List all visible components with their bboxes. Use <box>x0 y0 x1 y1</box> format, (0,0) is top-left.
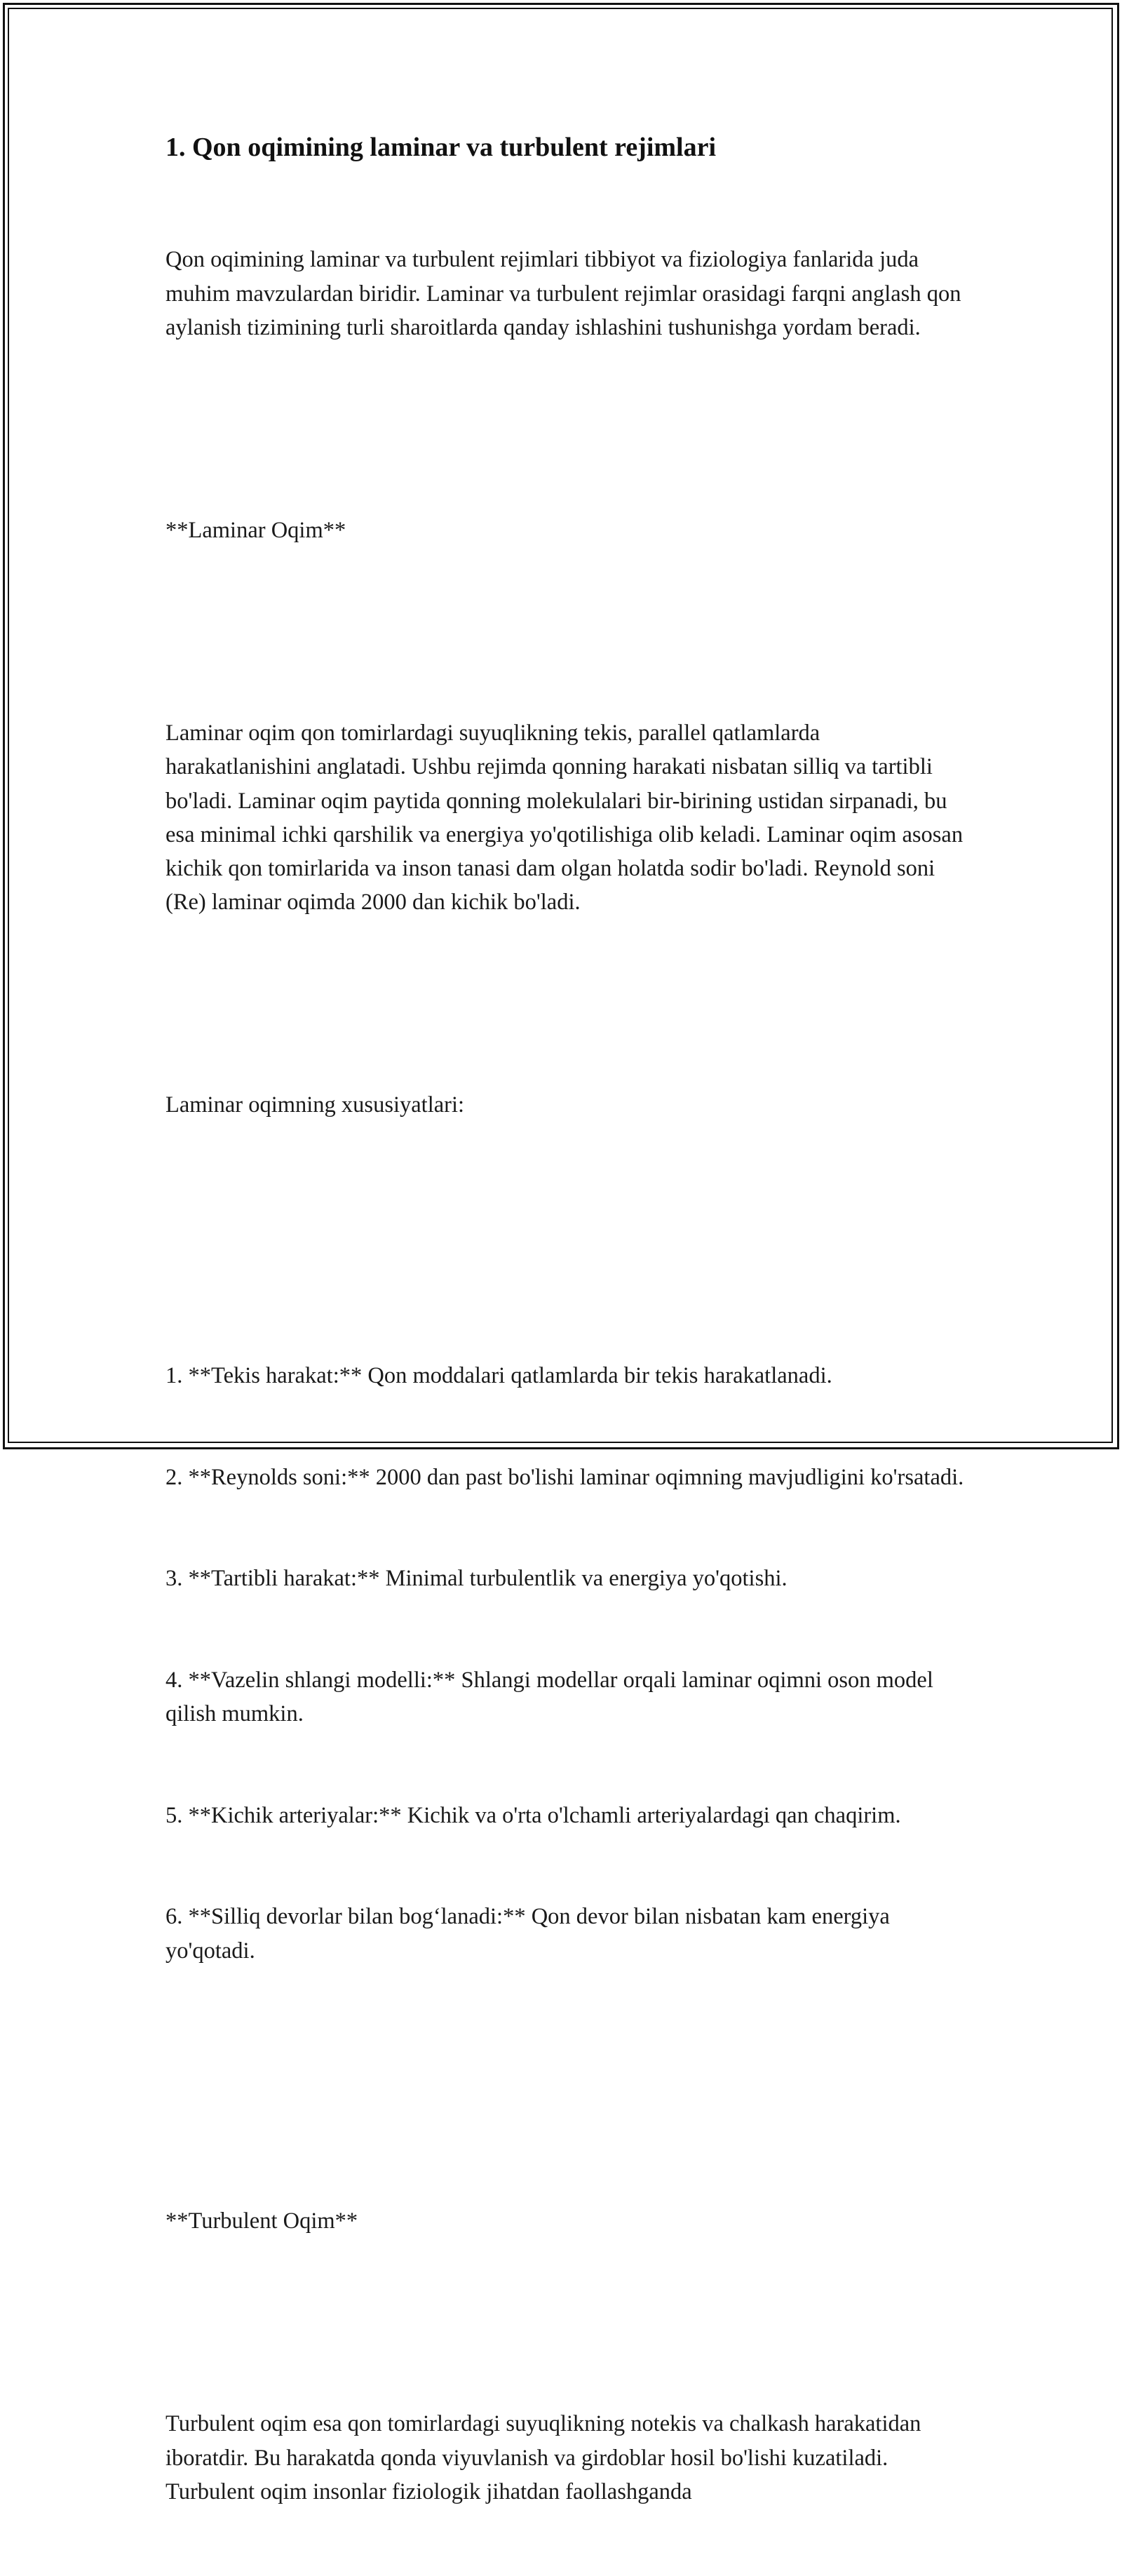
list-item: 6. **Silliq devorlar bilan bog‘lanadi:** Qon devor bilan nisbatan kam energiya yo'qotadi. <box>165 1904 895 1964</box>
spacer <box>165 2306 965 2340</box>
text-block <box>165 175 969 2576</box>
laminar-section-title: **Laminar Oqim** <box>165 518 346 544</box>
features-list <box>165 1292 965 2035</box>
spacer <box>165 1190 965 1223</box>
turbulent-section-title: **Turbulent Oqim** <box>165 2208 358 2234</box>
list-item: 2. **Reynolds soni:** 2000 dan past bo'lishi laminar oqimning mavjudligini ko'rsatadi. <box>165 1464 964 1490</box>
list-item: 4. **Vazelin shlangi modelli:** Shlangi modellar orqali laminar oqimni oson model qilish mumkin. <box>165 1667 940 1727</box>
spacer <box>165 2103 965 2137</box>
laminar-paragraph: Laminar oqim qon tomirlardagi suyuqlikning tekis, parallel qatlamlarda harakatlanishini anglatadi. Ushbu rejimda qonning harakati nisbatan silliq va tartibli bo'ladi. Laminar oqim paytida qonning molekulalari bir-birining ustidan sirpanadi, bu esa minimal ichki qarshilik va energiya yo'qotilishiga olib keladi. Laminar oqim asosan kichik qon tomirlarida va inson tanasi dam olgan holatda sodir bo'ladi. Reynold soni (Re) laminar oqimda 2000 dan kichik bo'ladi. <box>165 720 969 915</box>
spacer <box>165 987 965 1021</box>
list-item: 3. **Tartibli harakat:** Minimal turbulentlik va energiya yo'qotishi. <box>165 1566 788 1592</box>
spacer <box>165 412 965 445</box>
list-item: 1. **Tekis harakat:** Qon moddalari qatlamlarda bir tekis harakatlanadi. <box>165 1363 832 1389</box>
intro-paragraph: Qon oqimining laminar va turbulent rejimlari tibbiyot va fiziologiya fanlarida juda muhim mavzulardan biridir. Laminar va turbulent rejimlar orasidagi farqni anglash qon aylanish tizimining turli sharoitlarda qanday ishlashini tushunishga yordam beradi. <box>165 247 967 340</box>
spacer <box>165 615 965 649</box>
turbulent-paragraph: Turbulent oqim esa qon tomirlardagi suyuqlikning notekis va chalkash harakatidan iboratdir. Bu harakatda qonda viyuvlanish va girdoblar hosil bo'lishi kuzatiladi. Turbulent oqim insonlar fiziologik jihatdan faollashganda <box>165 2411 927 2504</box>
document-heading: 1. Qon oqimining laminar va turbulent rejimlari <box>165 133 717 162</box>
features-title: Laminar oqimning xususiyatlari: <box>165 1092 465 1118</box>
document-body <box>165 130 969 2576</box>
list-item: 5. **Kichik arteriyalar:** Kichik va o'rta o'lchamli arteriyalardagi qan chaqirim. <box>165 1802 901 1828</box>
